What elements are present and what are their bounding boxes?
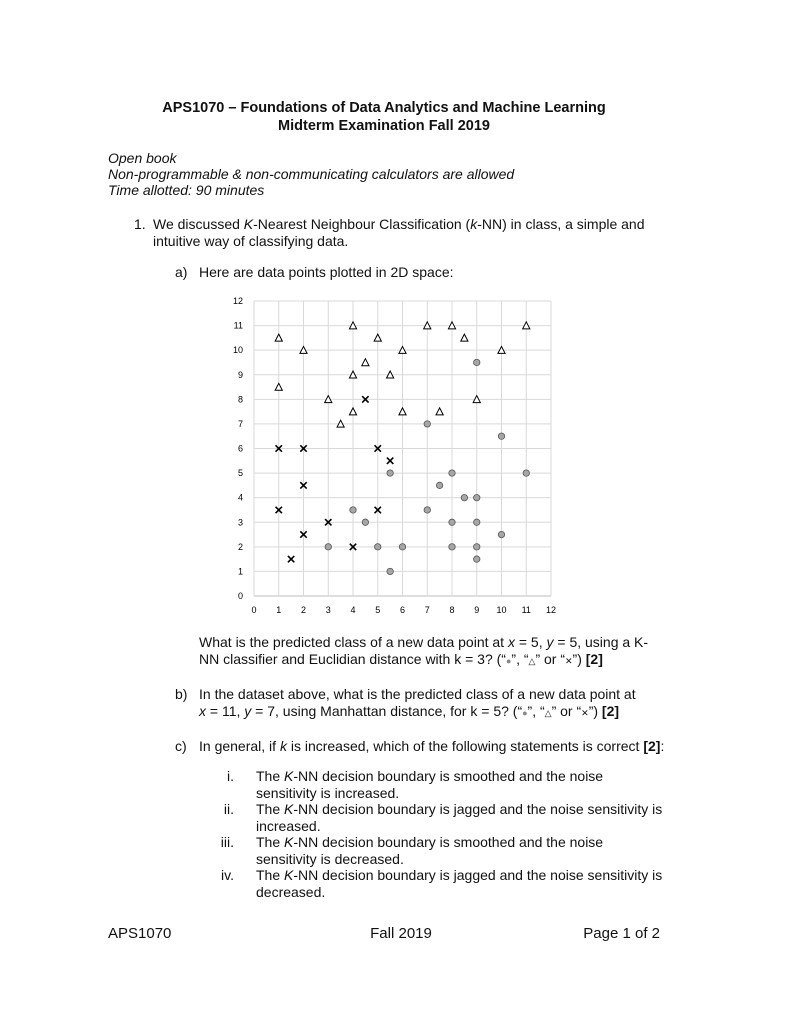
- option-text: sensitivity is increased.: [256, 785, 400, 801]
- option-number: iii.: [220, 834, 234, 850]
- y-tick-label: 11: [233, 320, 243, 331]
- option-number: ii.: [223, 801, 234, 817]
- option-text: -NN decision boundary is smoothed and the noise: [293, 834, 604, 850]
- option-text: increased.: [256, 818, 321, 834]
- triangle-icon: △: [544, 708, 552, 718]
- y-tick-label: 12: [232, 296, 243, 306]
- option-text: -NN decision boundary is jagged and the noise sensitivity is: [293, 801, 663, 817]
- footer-course: APS1070: [108, 925, 172, 942]
- circle-point: [399, 544, 405, 550]
- marks: [2]: [643, 738, 661, 754]
- y-tick-label: 2: [237, 541, 243, 552]
- exam-info-time: Time allotted: 90 minutes: [108, 182, 265, 198]
- option-text: The: [256, 867, 285, 883]
- question-text: ”): [572, 651, 586, 667]
- question-text: = 7, using Manhattan distance, for k = 5? (“: [251, 703, 523, 719]
- question-text: ” or “: [551, 703, 582, 719]
- question-text: is increased, which of the following statements is correct: [286, 738, 644, 754]
- option-k: K: [284, 768, 294, 784]
- option-iii: [256, 834, 666, 868]
- exam-info-calculators: Non-programmable & non-communicating calculators are allowed: [108, 166, 515, 182]
- circle-point: [436, 482, 442, 488]
- question-text: ” or “: [535, 651, 565, 667]
- exam-info-open-book: Open book: [108, 150, 177, 166]
- x-tick-label: 6: [399, 605, 406, 615]
- var-x: x: [199, 703, 206, 719]
- option-number: i.: [227, 768, 234, 784]
- marks: [2]: [585, 651, 603, 667]
- question-text: In general, if: [199, 738, 280, 754]
- triangle-point: [374, 334, 381, 341]
- x-tick-label: 3: [325, 605, 331, 615]
- circle-point: [362, 519, 368, 525]
- intro-text: We discussed: [153, 216, 244, 232]
- cross-point: [288, 556, 294, 562]
- x-tick-label: 12: [545, 605, 557, 615]
- option-k: K: [284, 867, 294, 883]
- exam-title: APS1070 – Foundations of Data Analytics and Machine Learning: [162, 100, 606, 116]
- part-a-text: Here are data points plotted in 2D space:: [199, 264, 454, 280]
- option-text: sensitivity is decreased.: [256, 851, 404, 867]
- circle-point: [449, 470, 455, 476]
- option-ii: [256, 801, 666, 835]
- question-text: :: [660, 738, 665, 754]
- marks: [2]: [601, 703, 620, 719]
- y-tick-label: 4: [237, 492, 243, 503]
- circle-point: [474, 359, 480, 365]
- y-tick-label: 9: [237, 369, 243, 380]
- option-i: [256, 768, 666, 802]
- question-text: ”, “: [527, 703, 545, 719]
- option-k: K: [284, 801, 294, 817]
- y-tick-label: 10: [232, 345, 243, 356]
- question-text: = 5,: [514, 634, 547, 650]
- circle-point: [424, 507, 430, 513]
- intro-k: K: [243, 216, 254, 232]
- x-tick-label: 1: [276, 605, 282, 615]
- question-text: ”): [588, 703, 602, 719]
- var-x: x: [507, 634, 515, 650]
- footer-term: Fall 2019: [370, 925, 432, 942]
- circle-point: [387, 568, 393, 574]
- var-k: k: [279, 738, 287, 754]
- option-text: The: [256, 834, 285, 850]
- part-b-question: [199, 686, 669, 722]
- footer-page-number: Page 1 of 2: [583, 925, 660, 942]
- cross-point: [387, 458, 393, 464]
- x-tick-label: 7: [424, 605, 430, 615]
- y-tick-label: 6: [237, 443, 243, 454]
- y-axis-ticks: [233, 296, 243, 601]
- cross-icon: ✕: [581, 708, 589, 718]
- question-intro: [153, 216, 653, 250]
- question-text: NN classifier and Euclidian distance with k = 3? (“: [199, 651, 506, 667]
- y-tick-label: 5: [237, 468, 243, 479]
- chart-grid: [254, 301, 551, 596]
- part-c-question: [199, 738, 669, 755]
- question-text: ”, “: [511, 651, 529, 667]
- triangle-icon: △: [528, 656, 536, 666]
- circle-icon: ●: [522, 708, 528, 718]
- circle-point: [449, 519, 455, 525]
- circle-point: [474, 494, 480, 500]
- var-y: y: [546, 634, 554, 650]
- x-tick-label: 0: [251, 605, 257, 615]
- circle-point: [474, 556, 480, 562]
- scatter-chart: [232, 292, 565, 620]
- option-text: decreased.: [256, 884, 326, 900]
- question-number: 1.: [134, 216, 146, 232]
- intro-k: k: [470, 216, 478, 232]
- x-tick-label: 11: [521, 605, 531, 615]
- option-text: -NN decision boundary is jagged and the noise sensitivity is: [293, 867, 663, 883]
- intro-text: -Nearest Neighbour Classification (: [253, 216, 471, 232]
- circle-point: [375, 544, 381, 550]
- x-tick-label: 10: [496, 605, 507, 615]
- intro-text: intuitive way of classifying data.: [153, 233, 349, 249]
- question-text: What is the predicted class of a new data point at: [199, 634, 508, 650]
- question-text: = 5, using a K-: [553, 634, 649, 650]
- option-k: K: [284, 834, 294, 850]
- circle-point: [523, 470, 529, 476]
- circle-point: [449, 544, 455, 550]
- option-text: -NN decision boundary is smoothed and the noise: [293, 768, 604, 784]
- question-text: = 11,: [206, 703, 245, 719]
- x-tick-label: 5: [375, 605, 381, 615]
- circle-point: [350, 507, 356, 513]
- circle-point: [474, 519, 480, 525]
- circle-point: [387, 470, 393, 476]
- option-iv: [256, 867, 666, 901]
- intro-text: -NN) in class, a simple and: [477, 216, 645, 232]
- triangle-point: [461, 334, 468, 341]
- triangle-point: [349, 408, 356, 415]
- question-text: In the dataset above, what is the predicted class of a new data point at: [199, 686, 636, 702]
- var-y: y: [244, 703, 252, 719]
- x-tick-label: 4: [350, 605, 356, 615]
- triangle-point: [275, 334, 282, 341]
- option-number: iv.: [221, 867, 234, 883]
- part-a-question: [199, 634, 669, 670]
- x-tick-label: 2: [300, 605, 307, 615]
- triangle-point: [436, 408, 443, 415]
- circle-point: [461, 494, 467, 500]
- y-tick-label: 8: [237, 394, 243, 405]
- y-tick-label: 7: [237, 418, 243, 429]
- y-tick-label: 3: [237, 517, 243, 528]
- circle-point: [498, 433, 504, 439]
- part-c-label: c): [175, 738, 187, 754]
- circle-point: [325, 544, 331, 550]
- option-text: The: [256, 768, 285, 784]
- circle-icon: ●: [505, 656, 512, 666]
- exam-subtitle: Midterm Examination Fall 2019: [278, 118, 490, 134]
- circle-point: [498, 531, 504, 537]
- cross-icon: ✕: [565, 656, 573, 666]
- x-tick-label: 9: [474, 605, 480, 615]
- x-tick-label: 8: [449, 605, 455, 615]
- part-a-label: a): [175, 264, 188, 280]
- triangle-point: [362, 359, 369, 366]
- circle-point: [424, 421, 430, 427]
- x-axis-ticks: [251, 605, 556, 615]
- y-tick-label: 0: [237, 591, 243, 601]
- y-tick-label: 1: [237, 566, 243, 577]
- triangle-point: [275, 383, 282, 390]
- circle-point: [474, 544, 480, 550]
- option-text: The: [256, 801, 285, 817]
- part-b-label: b): [175, 686, 188, 702]
- triangle-point: [399, 408, 406, 415]
